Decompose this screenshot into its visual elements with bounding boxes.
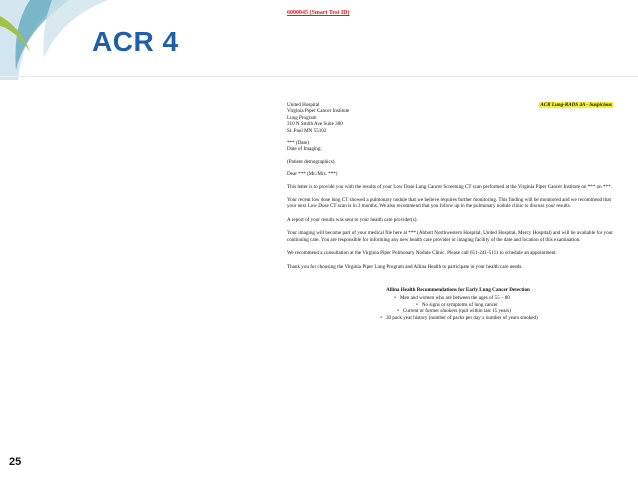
slide-number: 25 [9,456,22,468]
address-line: United Hospital [287,102,320,108]
salutation: Dear *** (Mr./Mrs. ***) [287,171,338,178]
hospital-address [287,102,349,134]
smart-test-id-link[interactable]: 6000045 (Smart Test ID) [287,10,350,16]
bullet-icon: • [380,314,382,321]
lung-rads-tag: ACR Lung-RADS 4A - Suspicious [540,102,612,108]
paragraph: Your imaging will become part of your medical file here at *** (Abbott Northwestern Hospital, United Hospital, Mercy Hospital) and will be available for your continuing care. You are responsible for informing any new health care provider or imaging facility of the date and location of this examination. [287,230,613,243]
date-placeholder: *** (Date) [287,140,309,147]
paragraph: Thank you for choosing the Virginia Piper Lung Program and Allina Health to participate in your health care needs. [287,263,523,270]
address-line: Lung Program [287,114,317,121]
bullet-icon: • [394,295,396,302]
paragraph: We recommend a consultation at the Virginia Piper Pulmonary Nodule Clinic. Please call 651-241-5111 to schedule an appointment. [287,250,557,257]
list-item-text: No signs or symptoms of lung cancer [421,301,498,308]
address-line: St. Paul MN 55102 [287,127,327,134]
address-line: Virginia Piper Cancer Institute [287,108,350,115]
recommendations-list [287,295,617,321]
list-item [287,315,617,321]
recommendations-title: Allina Health Recommendations for Early Lung Cancer Detection [386,286,530,293]
header-divider [0,76,638,77]
bullet-icon: • [416,301,418,308]
address-line: 310 N Smith Ave Suite 300 [287,121,343,128]
paragraph: A report of your results was sent to your health care provider(s). [287,216,418,223]
list-item-text: 30 pack year history (number of packs per day x number of years smoked) [386,314,538,321]
bullet-icon: • [397,308,399,315]
list-item-text: Men and women who are between the ages of 55 – 80 [399,295,510,302]
letter-top-row [287,102,617,134]
list-item-text: Current or former smokers (quit within last 15 years) [402,308,511,315]
patient-demographics: (Patient demographics) [287,158,335,165]
paragraph: This letter is to provide you with the results of your Low Dose Lung Cancer Screening CT scan performed at the Virginia Piper Cancer Institute on *** on ***. [287,183,612,190]
date-of-imaging: Date of Imaging: [287,146,322,153]
slide-title: ACR 4 [92,26,179,57]
paragraph: Your recent low dose lung CT showed a pulmonary nodule that we believe requires further monitoring. This finding will be monitored and we recommend that your next Low Dose CT scan is in 3 months. We also recommend that you follow up in the pulmonary nodule clinic to discuss your results. [287,197,611,210]
letter-document [287,102,617,321]
